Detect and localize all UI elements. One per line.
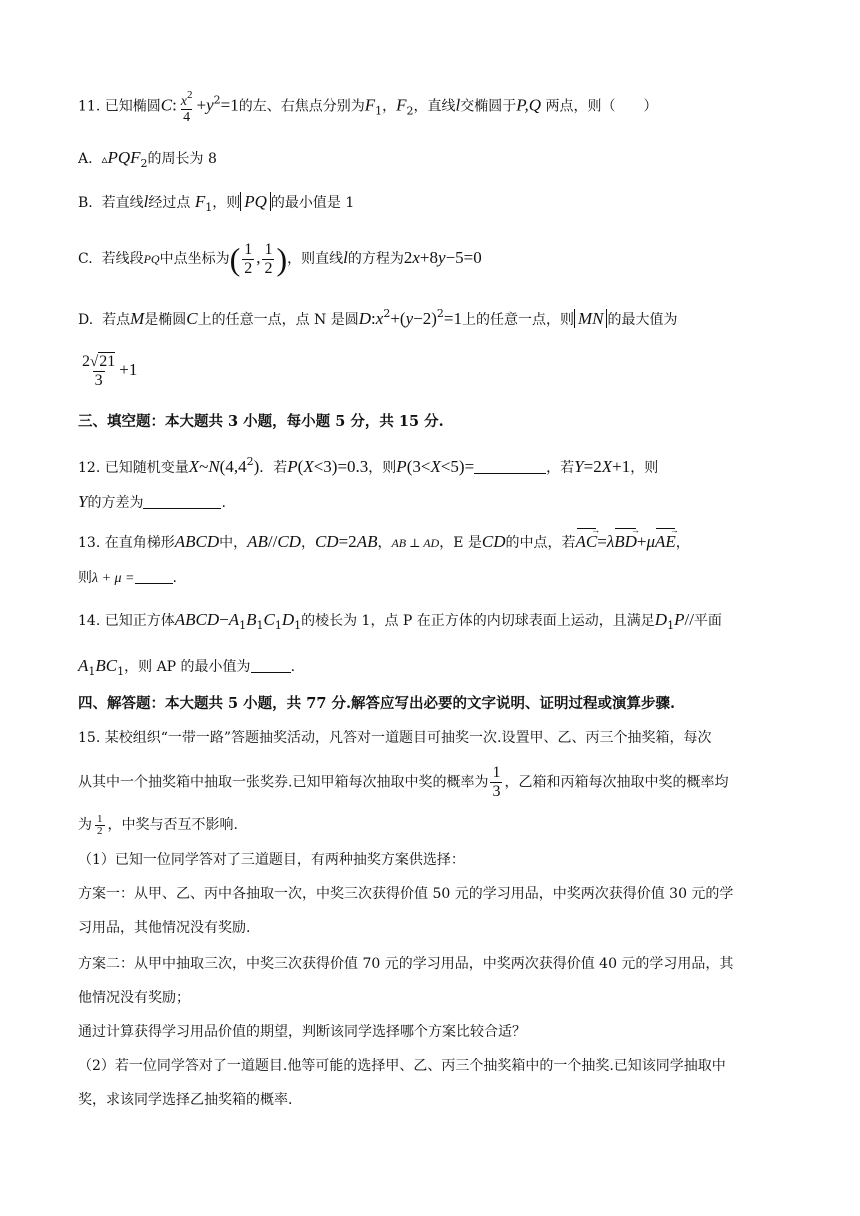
- section-4-heading: 四、解答题：本大题共 5 小题，共 77 分.解答应写出必要的文字说明、证明过程或演算步骤.: [78, 695, 676, 712]
- section-3-heading: 三、填空题：本大题共 3 小题，每小题 5 分，共 15 分.: [78, 413, 444, 430]
- answer-blank[interactable]: [251, 658, 291, 673]
- q11-option-c: C. 若线段PQ中点坐标为( $\frac{1}{2}$ , $\frac{1}{2}$ )，则直线l的方程为2x+8y−5=0: [78, 240, 482, 277]
- q12-line1: 12. 已知随机变量$X\sim N(4,4^2)$．若P(X<3)=0.3，则P(3<X<5)= ，若Y=2X+1，则: [78, 455, 659, 476]
- q15-paragraph-line1: 15. 某校组织“一带一路”答题抽奖活动，凡答对一道题目可抽奖一次.设置甲、乙、丙三个抽奖箱，每次: [78, 730, 712, 746]
- q15-part2-line1: （2）若一位同学答对了一道题目.他等可能的选择甲、乙、丙三个抽奖箱中的一个抽奖.已知该同学抽取中: [78, 1058, 726, 1074]
- q11-option-a: A. $▵PQF_2$的周长为 8: [78, 148, 217, 170]
- fraction: $\frac{x^2}{4}$: [180, 89, 193, 125]
- answer-blank[interactable]: [135, 569, 173, 584]
- q11-option-d: D. 若点M是椭圆C上的任意一点，点 N 是圆$D:x^2+(y-2)^2=1$上的任意一点，则 MN 的最大值为: [78, 307, 678, 328]
- q15-paragraph-line2: 从其中一个抽奖箱中抽取一张奖券.已知甲箱每次抽取中奖的概率为 $\frac{1}{3}$ ，乙箱和丙箱每次抽取中奖的概率均: [78, 764, 729, 800]
- q15-part2-line2: 奖，求该同学选择乙抽奖箱的概率.: [78, 1092, 293, 1108]
- q14-line2: $A_1BC_1$，则 AP 的最小值为 .: [78, 656, 296, 678]
- q15-plan2-line1: 方案二：从甲中抽取三次，中奖三次获得价值 70 元的学习用品，中奖两次获得价值 40 元的学习用品，其: [78, 956, 734, 972]
- q15-paragraph-line3: 为 $\frac{1}{2}$ ，中奖与否互不影响.: [78, 812, 238, 837]
- question-number: 14.: [78, 613, 101, 629]
- q11-option-d-value: $\frac{2√21}{3}$ +1: [82, 352, 138, 389]
- q13-line2: 则λ + μ = .: [78, 570, 177, 586]
- q13-line1: 13. 在直角梯形ABCD中，AB//CD，CD=2AB，AB ⊥ AD，E 是CD的中点，若AC →=λBD →+μAE →，: [78, 532, 790, 553]
- question-number: 13.: [78, 535, 101, 551]
- question-number: 15.: [78, 730, 101, 746]
- answer-blank[interactable]: [474, 459, 546, 474]
- q15-question: 通过计算获得学习用品价值的期望，判断该同学选择哪个方案比较合适？: [78, 1024, 526, 1040]
- q14-line1: 14. 已知正方体$ABCD-A_1B_1C_1D_1$的棱长为 1，点 P 在正方体的内切球表面上运动，且满足$D_1P//$平面: [78, 610, 722, 632]
- q11-stem: 11. 已知椭圆C: $\frac{x^2}{4}$ $+y^2=1$的左、右焦点分别为$F_1$，$F_2$，直线l交椭圆于P,Q 两点，则（ ）: [78, 89, 658, 125]
- q15-plan1-line1: 方案一：从甲、乙、丙中各抽取一次，中奖三次获得价值 50 元的学习用品，中奖两次获得价值 30 元的学: [78, 886, 734, 902]
- q15-plan2-line2: 他情况没有奖励；: [78, 990, 190, 1006]
- question-number: 12.: [78, 460, 101, 476]
- answer-blank[interactable]: [143, 494, 221, 509]
- q11-option-b: B. 若直线l经过点 $F_1$，则 PQ 的最小值是 1: [78, 192, 355, 214]
- question-number: 11.: [78, 98, 101, 115]
- q15-part1: （1）已知一位同学答对了三道题目，有两种抽奖方案供选择：: [78, 852, 465, 868]
- q15-plan1-line2: 习用品，其他情况没有奖励.: [78, 920, 251, 936]
- q12-line2: Y的方差为 .: [78, 492, 226, 511]
